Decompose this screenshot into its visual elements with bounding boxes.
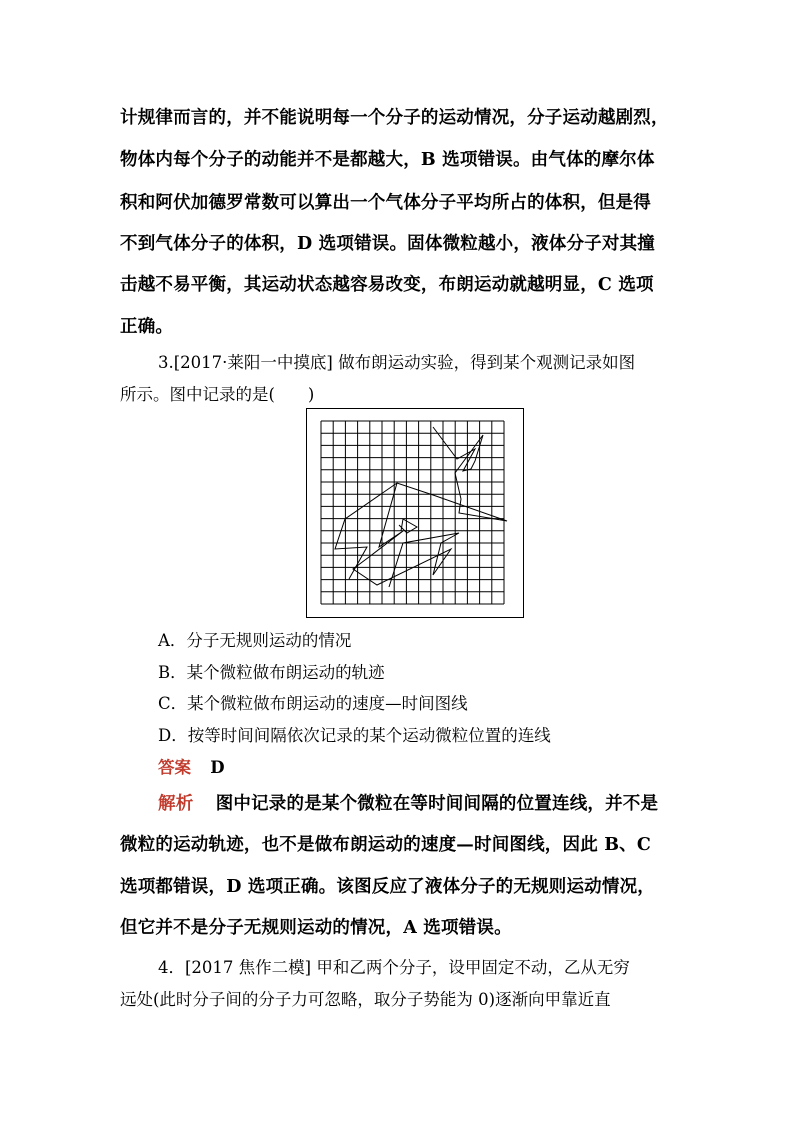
option-d: D．按等时间间隔依次记录的某个运动微粒位置的连线 (158, 726, 551, 745)
grid-lines (321, 421, 504, 604)
paragraph-line-2: 物体内每个分子的动能并不是都越大，B 选项错误。由气体的摩尔体 (120, 150, 655, 170)
option-c: C．某个微粒做布朗运动的速度—时间图线 (158, 694, 468, 713)
question-4-stem-line-1: 4．[2017 焦作二模] 甲和乙两个分子，设甲固定不动，乙从无穷 (158, 958, 630, 977)
analysis-label: 解析 (158, 794, 194, 814)
paragraph-line-4: 不到气体分子的体积，D 选项错误。固体微粒越小，液体分子对其撞 (120, 234, 655, 254)
brownian-motion-figure (306, 408, 524, 618)
paragraph-line-6: 正确。 (120, 317, 174, 337)
paragraph-line-3: 积和阿伏加德罗常数可以算出一个气体分子平均所占的体积，但是得 (120, 193, 651, 213)
analysis-line-4: 但它并不是分子无规则运动的情况，A 选项错误。 (120, 918, 512, 938)
analysis-text-1: 图中记录的是某个微粒在等时间间隔的位置连线，并不是 (215, 794, 659, 814)
question-4-stem-line-2: 远处(此时分子间的分子力可忽略，取分子势能为 0)逐渐向甲靠近直 (120, 990, 611, 1009)
analysis-line-2: 微粒的运动轨迹，也不是做布朗运动的速度—时间图线，因此 B、C (120, 835, 652, 855)
question-3-stem-line-1: 3.[2017·莱阳一中摸底] 做布朗运动实验，得到某个观测记录如图 (158, 353, 636, 372)
paragraph-line-5: 击越不易平衡，其运动状态越容易改变，布朗运动就越明显，C 选项 (120, 275, 654, 295)
paragraph-line-1: 计规律而言的，并不能说明每一个分子的运动情况，分子运动越剧烈， (120, 108, 669, 128)
answer-label: 答案 (158, 758, 191, 777)
grid-figure-svg (307, 409, 525, 619)
analysis-line-3: 选项都错误，D 选项正确。该图反应了液体分子的无规则运动情况， (120, 877, 655, 897)
option-a: A．分子无规则运动的情况 (158, 631, 352, 650)
option-b: B．某个微粒做布朗运动的轨迹 (158, 663, 385, 682)
question-3-stem-line-2: 所示。图中记录的是( ) (120, 385, 315, 404)
particle-path (335, 427, 507, 579)
answer-line (158, 754, 225, 778)
analysis-line-1 (158, 790, 658, 815)
answer-value: D (210, 758, 225, 777)
